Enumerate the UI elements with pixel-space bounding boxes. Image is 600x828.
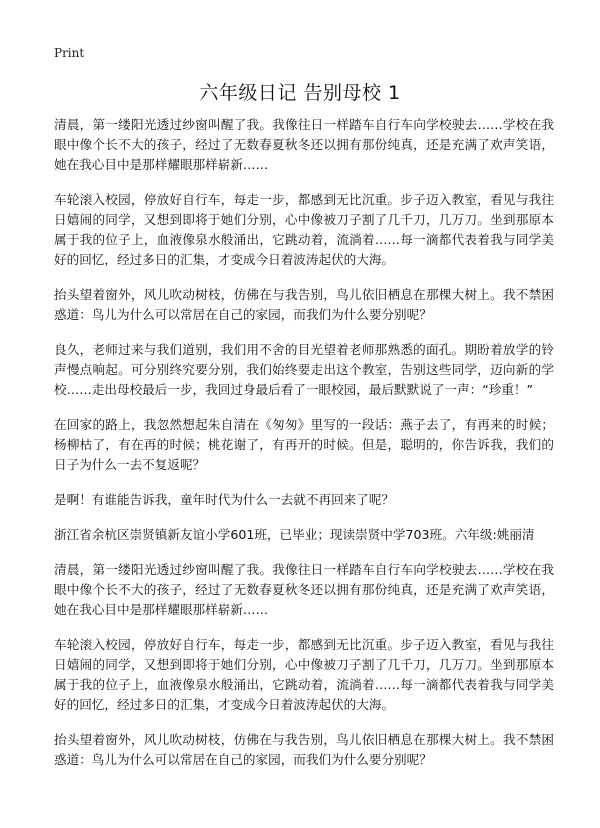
paragraph: 车轮滚入校园，停放好自行车，每走一步，都感到无比沉重。步子迈入教室，看见与我往日嬉闹的同学，又想到即将于她们分别，心中像被刀子割了几千刀，几万刀。坐到那原本属于我的位子上，血液像泉水般涌出，它跳动着，流淌着……每一滴都代表着我与同学美好的回忆，经过多日的汇集，才变成今日着波涛起伏的大海。	[54, 637, 554, 712]
document-title: 六年级日记 告别母校 1	[199, 82, 401, 104]
author-info: 浙江省余杭区崇贤镇新友谊小学601班，已毕业；现读崇贤中学703班。六年级:姚丽清	[54, 527, 535, 542]
paragraph: 抬头望着窗外，风儿吹动树枝，仿佛在与我告别，鸟儿依旧栖息在那棵大树上。我不禁困惑道：鸟儿为什么可以常居在自己的家园，而我们为什么要分别呢？	[54, 287, 554, 322]
print-link[interactable]: Print	[54, 46, 85, 60]
document-body	[54, 115, 554, 785]
paragraph: 清晨，第一缕阳光透过纱窗叫醒了我。我像往日一样踏车自行车向学校驶去……学校在我眼中像个长不大的孩子，经过了无数春夏秋冬还以拥有那份纯真，还是充满了欢声笑语，她在我心目中是那样耀眼那样崭新……	[54, 562, 554, 617]
paragraph: 抬头望着窗外，风儿吹动树枝，仿佛在与我告别，鸟儿依旧栖息在那棵大树上。我不禁困惑道：鸟儿为什么可以常居在自己的家园，而我们为什么要分别呢？	[54, 732, 554, 767]
paragraph: 是啊！有谁能告诉我，童年时代为什么一去就不再回来了呢？	[54, 492, 395, 507]
paragraph: 在回家的路上，我忽然想起朱自清在《匆匆》里写的一段话：燕子去了，有再来的时候；杨柳枯了，有在再的时候；桃花谢了，有再开的时候。但是，聪明的，你告诉我，我们的日子为什么一去不复返呢？	[54, 417, 554, 472]
paragraph: 车轮滚入校园，停放好自行车，每走一步，都感到无比沉重。步子迈入教室，看见与我往日嬉闹的同学，又想到即将于她们分别，心中像被刀子割了几千刀，几万刀。坐到那原本属于我的位子上，血液像泉水般涌出，它跳动着，流淌着……每一滴都代表着我与同学美好的回忆，经过多日的汇集，才变成今日着波涛起伏的大海。	[54, 192, 554, 267]
paragraph: 清晨，第一缕阳光透过纱窗叫醒了我。我像往日一样踏车自行车向学校驶去……学校在我眼中像个长不大的孩子，经过了无数春夏秋冬还以拥有那份纯真，还是充满了欢声笑语，她在我心目中是那样耀眼那样崭新……	[54, 117, 554, 172]
paragraph: 良久，老师过来与我们道别，我们用不舍的目光望着老师那熟悉的面孔。期盼着放学的铃声慢点响起。可分别终究要分别，我们始终要走出这个教室，告别这些同学，迈向新的学校……走出母校最后一步，我回过身最后看了一眼校园，最后默默说了一声：“珍重！”	[54, 342, 554, 397]
